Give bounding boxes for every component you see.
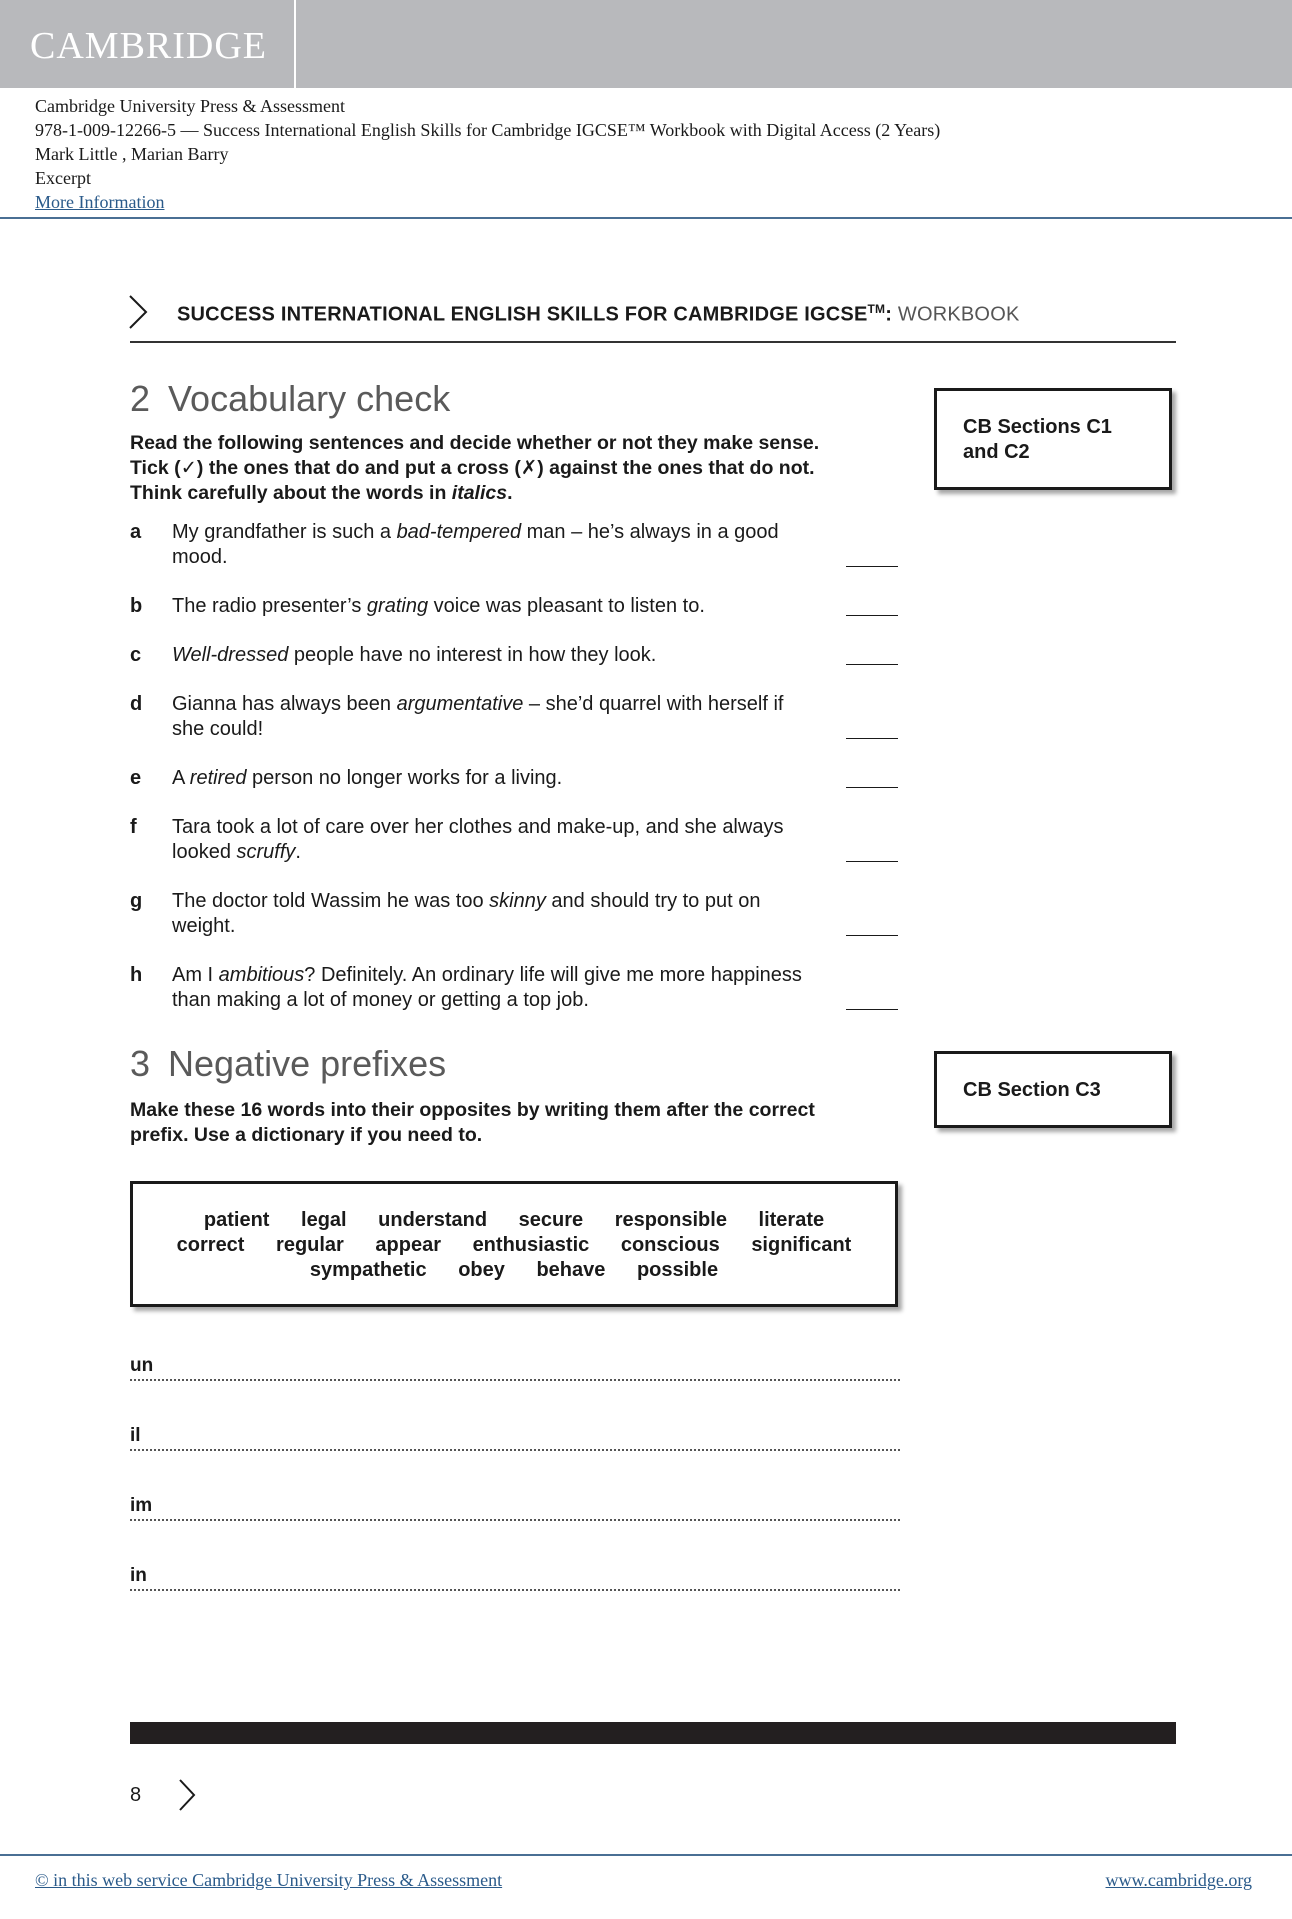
publisher-name: Cambridge University Press & Assessment [35, 96, 345, 116]
word-chip: understand [378, 1209, 488, 1231]
word-chip: behave [536, 1259, 606, 1281]
section-2-title: Vocabulary check [168, 378, 451, 419]
word-row-2 [133, 1233, 895, 1258]
word-chip: conscious [620, 1234, 720, 1256]
word-chip: responsible [614, 1209, 727, 1231]
section-3-heading [130, 1043, 446, 1085]
answer-blank[interactable] [846, 787, 898, 788]
item-letter: a [130, 521, 142, 543]
answer-blank[interactable] [846, 664, 898, 665]
running-header-rule [130, 341, 1176, 343]
vocab-item-h [130, 963, 900, 1023]
logo-text: CAMBRIDGE [30, 25, 268, 67]
isbn-title: 978-1-009-12266-5 — Success International English Skills for Cambridge IGCSE™ Workbook with Digital Access (2 Years) [35, 120, 941, 140]
word-chip: possible [636, 1259, 719, 1281]
prefix-answer-line-in[interactable] [130, 1563, 900, 1591]
cb-reference-text: CB Section C3 [963, 1079, 1101, 1101]
item-letter: c [130, 644, 142, 666]
section-2-heading [130, 378, 450, 420]
footer-divider [0, 1854, 1292, 1856]
word-chip: patient [203, 1209, 270, 1231]
prefix-label: il [130, 1425, 141, 1446]
prefix-label: im [130, 1495, 153, 1516]
cb-reference-box-section-2 [934, 388, 1172, 490]
answer-blank[interactable] [846, 615, 898, 616]
answer-blank[interactable] [846, 861, 898, 862]
word-row-1 [133, 1208, 895, 1233]
item-letter: b [130, 595, 143, 617]
section-3-number: 3 [130, 1043, 151, 1084]
word-chip: correct [176, 1234, 245, 1256]
section-2-instructions [130, 431, 910, 506]
running-header-suffix: WORKBOOK [897, 303, 1020, 326]
word-chip: appear [375, 1234, 441, 1256]
instruction-line-3: Think carefully about the words in italics. [130, 482, 513, 504]
prefix-answer-line-un[interactable] [130, 1353, 900, 1381]
instruction-line-1: Read the following sentences and decide whether or not they make sense. [130, 432, 820, 454]
header-divider [0, 217, 1292, 219]
item-letter: d [130, 693, 143, 715]
item-letter: g [130, 890, 143, 912]
prefix-answer-line-im[interactable] [130, 1493, 900, 1521]
cambridge-logo [0, 0, 296, 88]
word-chip: literate [758, 1209, 825, 1231]
item-sentence: Gianna has always been argumentative – she’d quarrel with herself if she could! [172, 693, 784, 740]
word-chip: sympathetic [309, 1259, 427, 1281]
item-sentence: Am I ambitious? Definitely. An ordinary life will give me more happiness than making a lot of money or getting a top job. [172, 964, 802, 1011]
page-number: 8 [130, 1784, 142, 1806]
running-header-title [177, 302, 1020, 327]
prefix-answer-line-il[interactable] [130, 1423, 900, 1451]
section-3-instructions [130, 1098, 910, 1148]
running-header-colon: : [885, 303, 893, 326]
prefix-label: un [130, 1355, 154, 1376]
book-metadata [35, 94, 940, 214]
cb-reference-line-2: and C2 [963, 441, 1030, 463]
instruction-line-2: Tick (✓) the ones that do and put a cross (✗) against the ones that do not. [130, 457, 815, 479]
answer-blank[interactable] [846, 1009, 898, 1010]
chevron-right-icon [178, 1778, 196, 1812]
copyright-link[interactable]: © in this web service Cambridge University Press & Assessment [35, 1870, 503, 1890]
publisher-banner [0, 0, 1292, 88]
word-chip: obey [458, 1259, 505, 1281]
item-sentence: Well-dressed people have no interest in how they look. [172, 644, 657, 666]
item-sentence: A retired person no longer works for a living. [172, 767, 563, 789]
prefix-label: in [130, 1565, 147, 1586]
section-3-title: Negative prefixes [168, 1043, 447, 1084]
word-chip: legal [301, 1209, 347, 1231]
authors: Mark Little , Marian Barry [35, 144, 229, 164]
item-letter: h [130, 964, 143, 986]
item-sentence: The radio presenter’s grating voice was pleasant to listen to. [172, 595, 705, 617]
cb-reference-line-1: CB Sections C1 [963, 416, 1112, 438]
vocab-item-f [130, 815, 900, 875]
answer-blank[interactable] [846, 935, 898, 936]
answer-blank[interactable] [846, 738, 898, 739]
footer-bar [130, 1722, 1176, 1744]
word-chip: enthusiastic [472, 1234, 590, 1256]
vocab-item-a [130, 520, 900, 580]
item-letter: e [130, 767, 142, 789]
excerpt-label: Excerpt [35, 168, 91, 188]
instruction-line-2: prefix. Use a dictionary if you need to. [130, 1124, 483, 1146]
trademark-mark: TM [867, 302, 886, 316]
word-chip: regular [276, 1234, 344, 1256]
vocab-item-d [130, 692, 900, 752]
word-chip: secure [518, 1209, 584, 1231]
chevron-right-icon [128, 294, 148, 330]
word-row-3 [133, 1258, 895, 1283]
cb-reference-box-section-3 [934, 1051, 1172, 1128]
item-letter: f [130, 816, 137, 838]
item-sentence: Tara took a lot of care over her clothes and make-up, and she always looked scruffy. [172, 816, 784, 863]
section-2-number: 2 [130, 378, 151, 419]
answer-blank[interactable] [846, 566, 898, 567]
instruction-line-1: Make these 16 words into their opposites by writing them after the correct [130, 1099, 815, 1121]
word-chip: significant [751, 1234, 852, 1256]
item-sentence: My grandfather is such a bad-tempered man – he’s always in a good mood. [172, 521, 779, 568]
vocab-item-g [130, 889, 900, 949]
website-link[interactable]: www.cambridge.org [1105, 1870, 1252, 1890]
more-information-link[interactable]: More Information [35, 192, 165, 212]
word-box [130, 1181, 898, 1307]
running-header-main: SUCCESS INTERNATIONAL ENGLISH SKILLS FOR CAMBRIDGE IGCSE [177, 303, 868, 326]
item-sentence: The doctor told Wassim he was too skinny and should try to put on weight. [172, 890, 761, 937]
